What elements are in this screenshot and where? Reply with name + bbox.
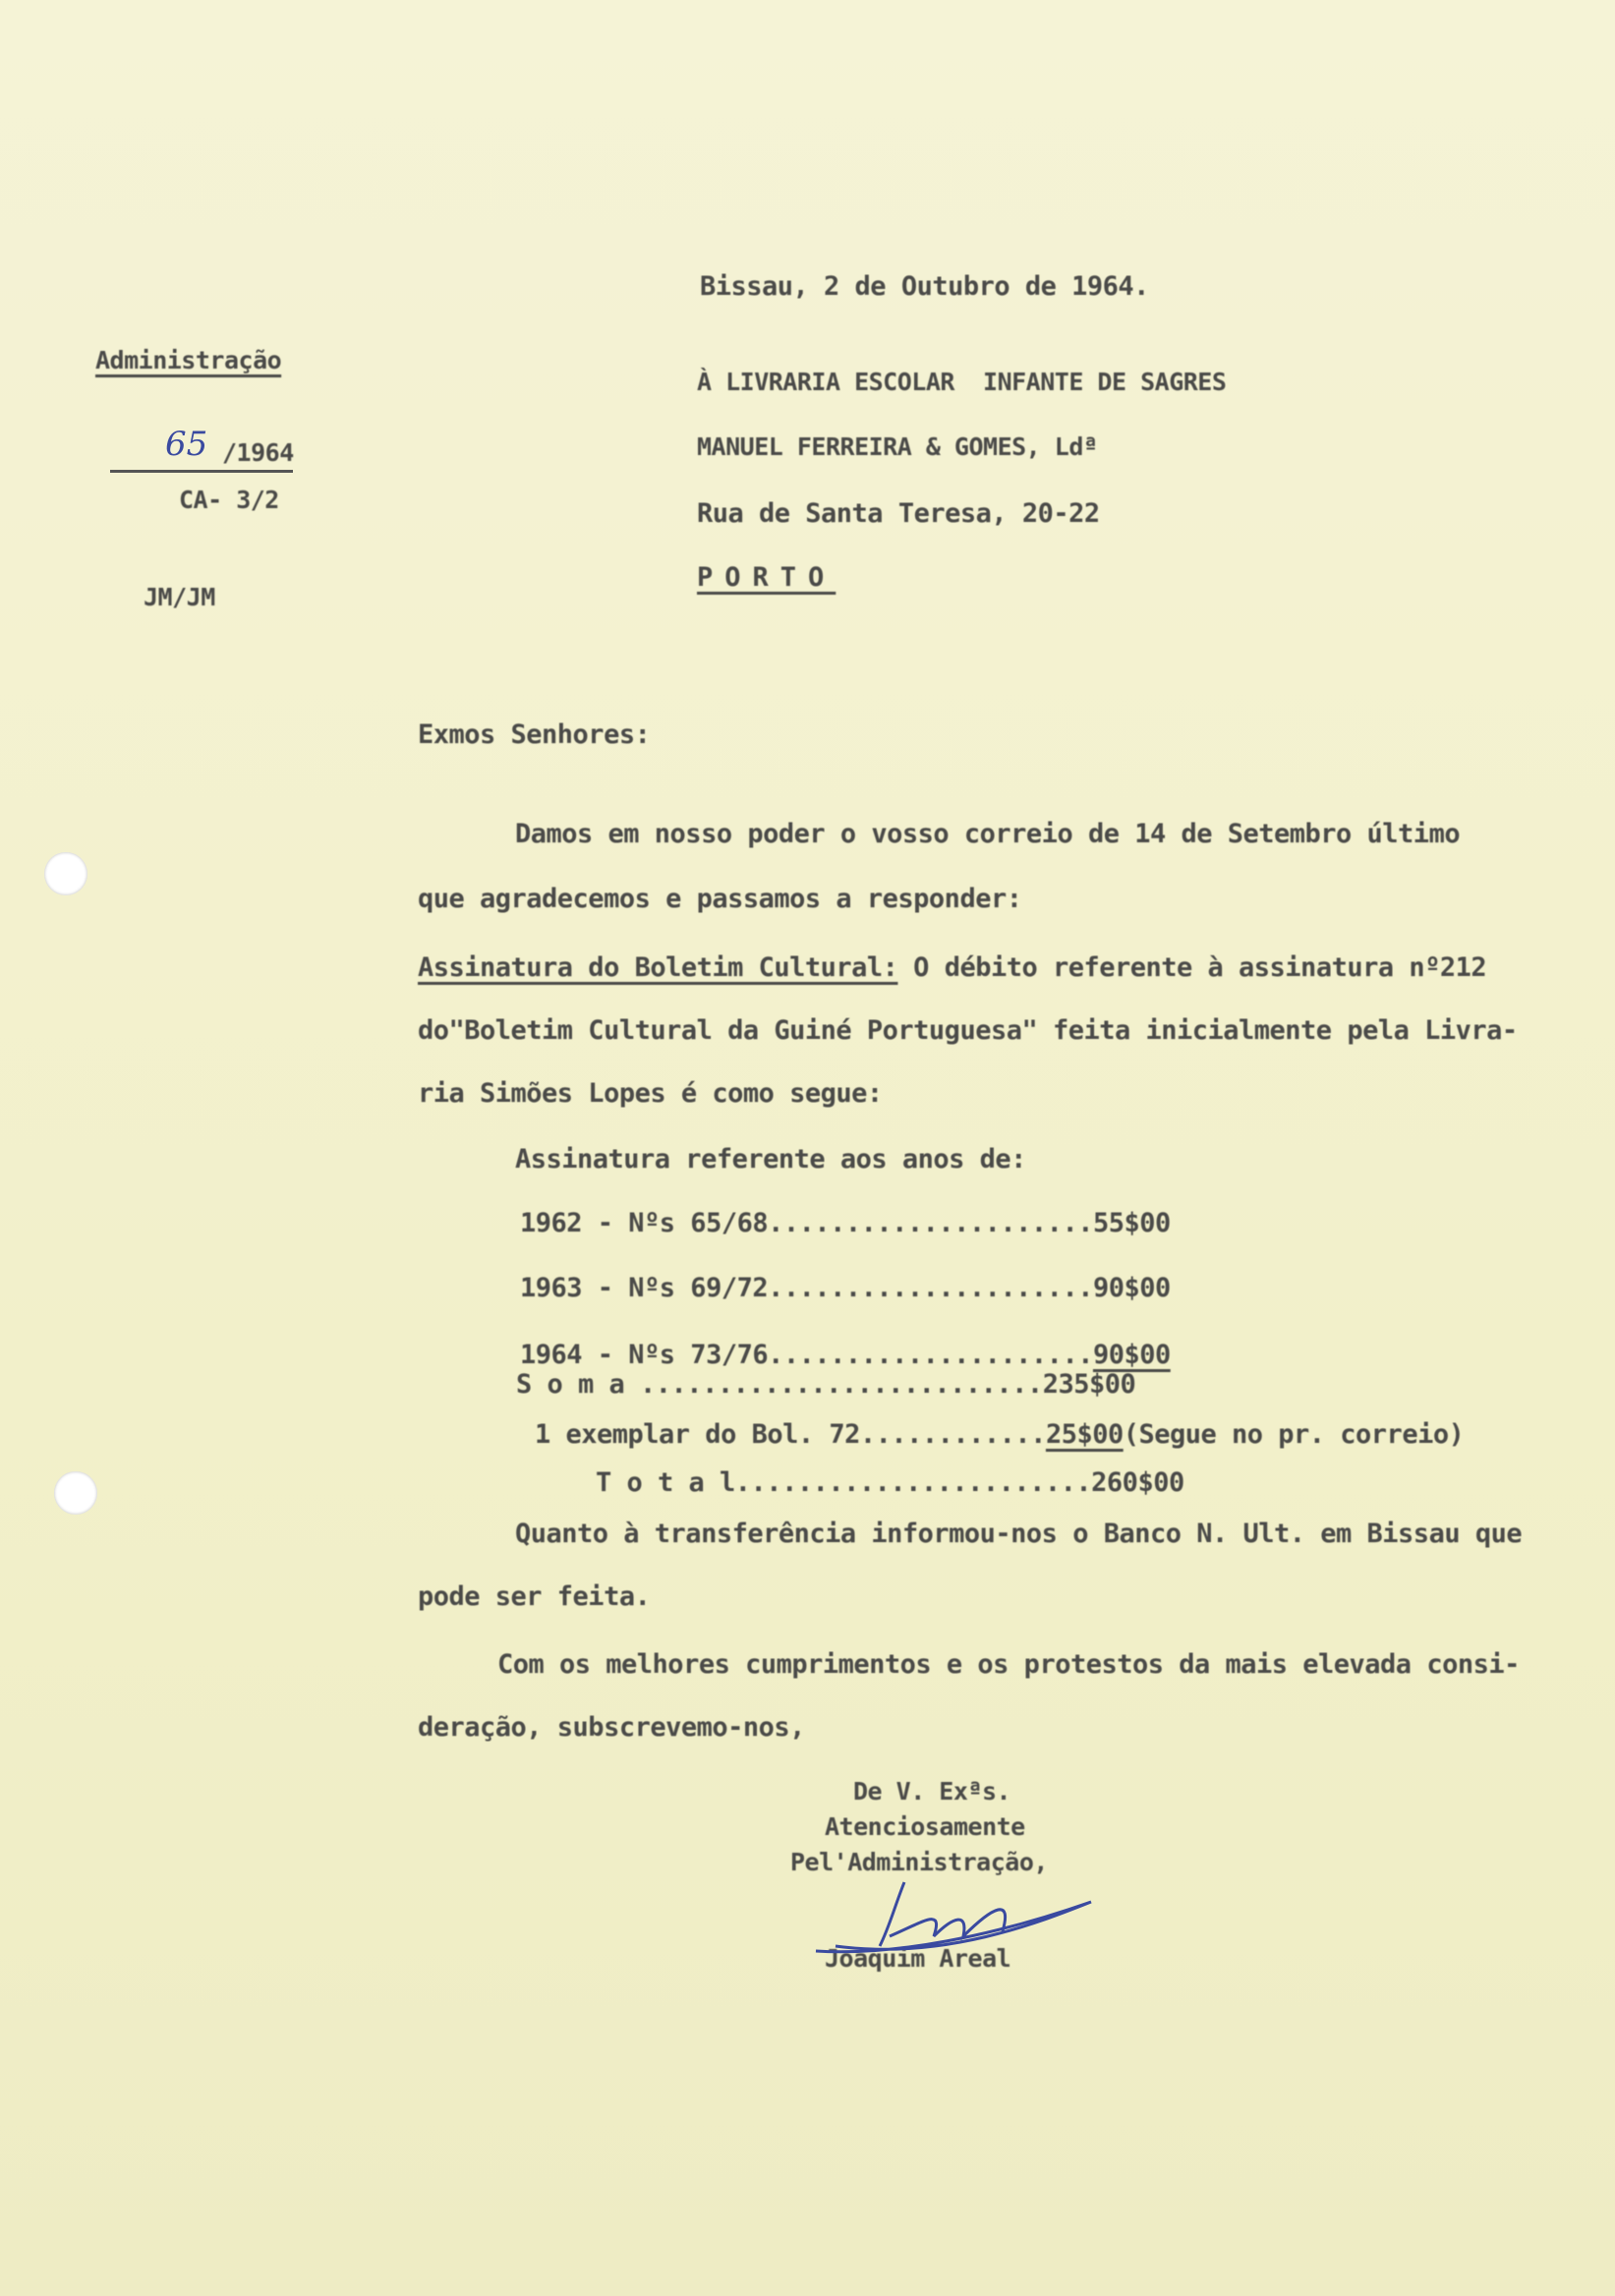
subject-heading: Assinatura do Boletim Cultural: [418,952,898,983]
paragraph-2-line-2: do"Boletim Cultural da Guiné Portuguesa" feita inicialmente pela Livra- [418,1015,1518,1046]
signatory-name: Joaquim Areal [825,1944,1011,1973]
paragraph-3-line-2: pode ser feita. [418,1581,651,1612]
salutation: Exmos Senhores: [418,719,651,750]
closing-line-2: Atenciosamente [825,1812,1025,1841]
paragraph-3-line-1: Quanto à transferência informou-nos o Banco N. Ult. em Bissau que [515,1519,1523,1549]
handwritten-signature [796,1867,1111,1976]
typist-initials: JM/JM [144,583,215,611]
closing-line-3: Pel'Administração, [790,1848,1048,1876]
closing-line-1: De V. Exªs. [853,1777,1011,1806]
line-item-1964: 1964 - Nºs 73/76.....................90$00 [520,1340,1171,1370]
recipient-city: PORTO [697,562,836,593]
total-row: T o t a l.......................260$00 [596,1467,1184,1498]
paragraph-4-line-2: deração, subscrevemo-nos, [418,1712,805,1743]
recipient-line-1: À LIVRARIA ESCOLAR INFANTE DE SAGRES [697,368,1227,396]
recipient-line-3: Rua de Santa Teresa, 20-22 [697,498,1100,529]
file-code: CA- 3/2 [179,486,279,514]
punch-hole [54,1471,97,1515]
subtotal-row: S o m a ..........................235$00 [516,1369,1136,1400]
reference-underline [110,470,293,473]
letter-date: Bissau, 2 de Outubro de 1964. [700,271,1149,302]
list-intro: Assinatura referente aos anos de: [515,1144,1026,1175]
reference-year: /1964 [222,438,294,467]
paragraph-2-line-3: ria Simões Lopes é como segue: [418,1078,883,1109]
paragraph-1-line-1: Damos em nosso poder o vosso correio de 14 de Setembro último [515,819,1461,849]
line-item-1962: 1962 - Nºs 65/68.....................55$00 [520,1208,1171,1238]
department-label: Administração [95,346,282,374]
paragraph-1-line-2: que agradecemos e passamos a responder: [418,884,1022,914]
paragraph-2-line-1: Assinatura do Boletim Cultural: O débito referente à assinatura nº212 [418,952,1487,983]
line-item-1963: 1963 - Nºs 69/72.....................90$00 [520,1273,1171,1303]
extra-copy-row: 1 exemplar do Bol. 72............25$00(Segue no pr. correio) [535,1419,1465,1450]
paragraph-4-line-1: Com os melhores cumprimentos e os protestos da mais elevada consi- [497,1649,1520,1680]
punch-hole [44,852,87,895]
recipient-line-2: MANUEL FERREIRA & GOMES, Ldª [697,432,1098,461]
reference-number-handwritten: 65 [165,425,208,464]
